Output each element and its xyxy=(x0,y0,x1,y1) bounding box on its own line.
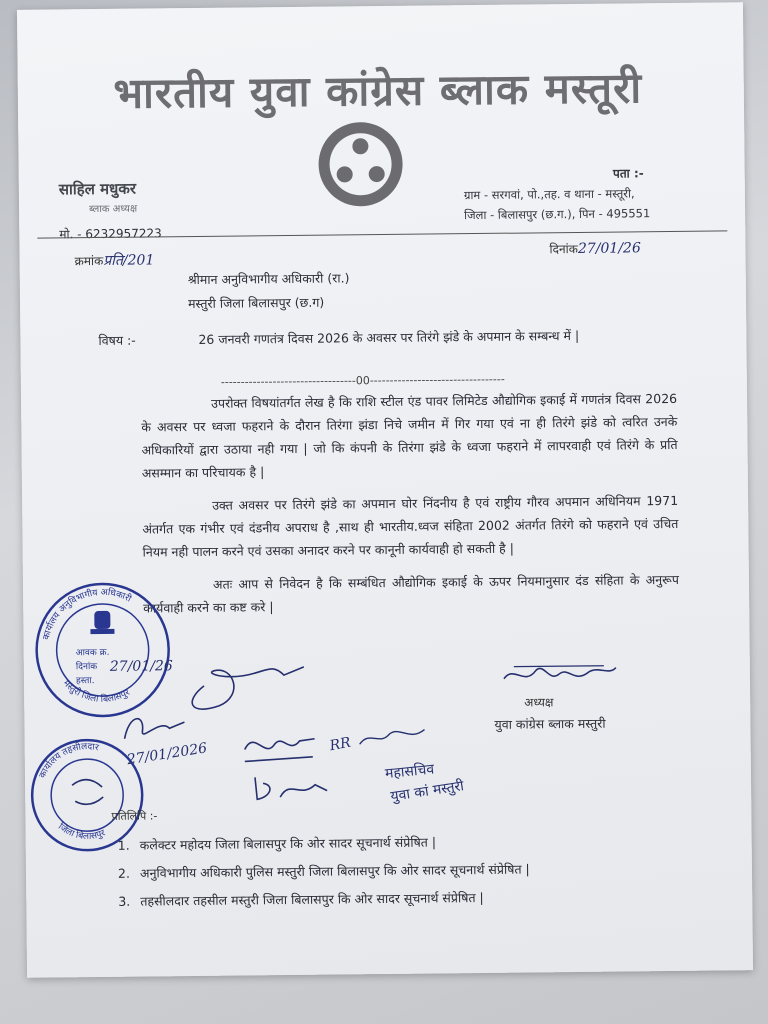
sender-name: साहिल मधुकर xyxy=(58,179,137,199)
address-label: पता :- xyxy=(612,166,644,181)
signature-5 xyxy=(354,721,434,752)
sender-mobile: मो. - 6232957223 xyxy=(59,226,162,242)
address-line-1: ग्राम - सरगवां, पो.,तह. व थाना - मस्तूरी, xyxy=(463,186,635,203)
stamp1-hasta: हस्ता. xyxy=(75,676,95,687)
stamp1-ring-text: कार्यालय अनुविभागीय अधिकारी xyxy=(41,587,133,642)
subject-label: विषय :- xyxy=(98,332,136,348)
stamp2-ring-text: कार्यालय तहसीलदार xyxy=(37,742,100,780)
org-title: भारतीय युवा कांग्रेस ब्लाक मस्तूरी xyxy=(113,63,643,118)
body-paragraph-1: उपरोक्त विषयांतर्गत लेख है कि राशि स्टील एंड पावर लिमिटेड औद्योगिक इकाई में गणतंत्र दिवस 2026 के अवसर पर ध्वजा फहराने के दौरान तिरंगा झंडा निचे जमीन में गिर गया एवं ना ही तिरंगे झंडे को त्वरित उनके अधिकारियों द्वारा उठाया नही गया | जो कि कंपनी के तिरंगा झंडे के ध्वजा फहराने में लापरवाही एवं तिरंगे के प्रति असम्मान का परिचायक है | xyxy=(141,390,678,481)
handwritten-rr: RR xyxy=(328,734,353,755)
handwritten-mahasachiv-org: युवा कां मस्तुरी xyxy=(389,778,465,806)
body-paragraph-3: अतः आप से निवेदन है कि सम्बंधित औद्योगिक इकाई के ऊपर नियमानुसार दंड संहिता के अनुरूप कार्यवाही करने का कष्ट करे | xyxy=(143,571,680,616)
congress-hand-emblem-icon xyxy=(314,118,407,211)
copy-list xyxy=(118,828,531,916)
sender-role: ब्लाक अध्यक्ष xyxy=(88,203,138,216)
ashoka-emblem-icon xyxy=(90,611,114,634)
reference-number xyxy=(74,250,154,270)
separator: ----------------------------------00---------------------------------- xyxy=(220,372,505,389)
stamp1-date-hand: 27/01/26 xyxy=(109,658,173,675)
address-block xyxy=(464,162,725,225)
handwritten-date: 27/01/2026 xyxy=(126,740,209,769)
signature-president xyxy=(494,656,624,697)
dinank-label: दिनांक xyxy=(549,241,579,257)
subject-line xyxy=(98,326,718,349)
signature-4 xyxy=(245,767,335,808)
recipient-line-1: श्रीमान अनुविभागीय अधिकारी (रा.) xyxy=(187,270,350,288)
stamp2-ring-bottom: जिला बिलासपुर xyxy=(55,822,107,842)
dinank-value: 27/01/26 xyxy=(577,240,641,257)
stamp1-aavak: आवक क्र. xyxy=(75,647,110,659)
copy-item: 3. तहसीलदार तहसील मस्तुरी जिला बिलासपुर कि ओर सादर सूचनार्थ संप्रेषित | xyxy=(118,889,484,909)
signatory-organisation: युवा कांग्रेस ब्लाक मस्तुरी xyxy=(494,715,606,732)
sender-block xyxy=(59,178,162,242)
handwritten-mahasachiv: महासचिव xyxy=(384,761,435,783)
address-line-2: जिला - बिलासपुर (छ.ग.), पिन - 495551 xyxy=(464,206,651,223)
recipient-line-2: मस्तुरी जिला बिलासपुर (छ.ग) xyxy=(187,294,325,312)
kramank-value: प्रति/201 xyxy=(103,252,155,269)
letter-body xyxy=(141,387,679,630)
office-stamp-sdm xyxy=(27,574,179,726)
subject-text: 26 जनवरी गणतंत्र दिवस 2026 के अवसर पर तिरंगे झंडे के अपमान के सम्बन्ध में | xyxy=(198,327,580,347)
signatory-designation: अध्यक्ष xyxy=(524,695,554,710)
letter-date xyxy=(549,239,641,257)
copy-item: 1. कलेक्टर महोदय जिला बिलासपुर कि ओर सादर सूचनार्थ संप्रेषित | xyxy=(117,834,437,853)
copy-item: 2. अनुविभागीय अधिकारी पुलिस मस्तुरी जिला बिलासपुर कि ओर सादर सूचनार्थ संप्रेषित | xyxy=(117,861,530,881)
kramank-label: क्रमांक xyxy=(74,253,104,269)
copy-label: प्रतिलिपि :- xyxy=(111,809,158,823)
recipient-block xyxy=(188,266,350,316)
signature-3 xyxy=(234,719,325,770)
stamp1-dinank: दिनांक xyxy=(75,662,98,673)
body-paragraph-2: उक्त अवसर पर तिरंगे झंडे का अपमान घोर निंदनीय है एवं राष्ट्रीय गौरव अपमान अधिनियम 1971 अंतर्गत एक गंभीर एवं दंडनीय अपराध है ,साथ ही भारतीय.ध्वज संहिता 2002 अंतर्गत तिरंगे को फहराने एवं उचित नियम नही पालन करने एवं उसका अनादर करने पर कानूनी कार्यवाही हो सकती है | xyxy=(142,492,679,560)
letter-page xyxy=(17,2,753,978)
stamp1-ring-bottom: मस्तुरी जिला बिलासपुर xyxy=(60,678,132,705)
signature-1 xyxy=(174,645,325,717)
